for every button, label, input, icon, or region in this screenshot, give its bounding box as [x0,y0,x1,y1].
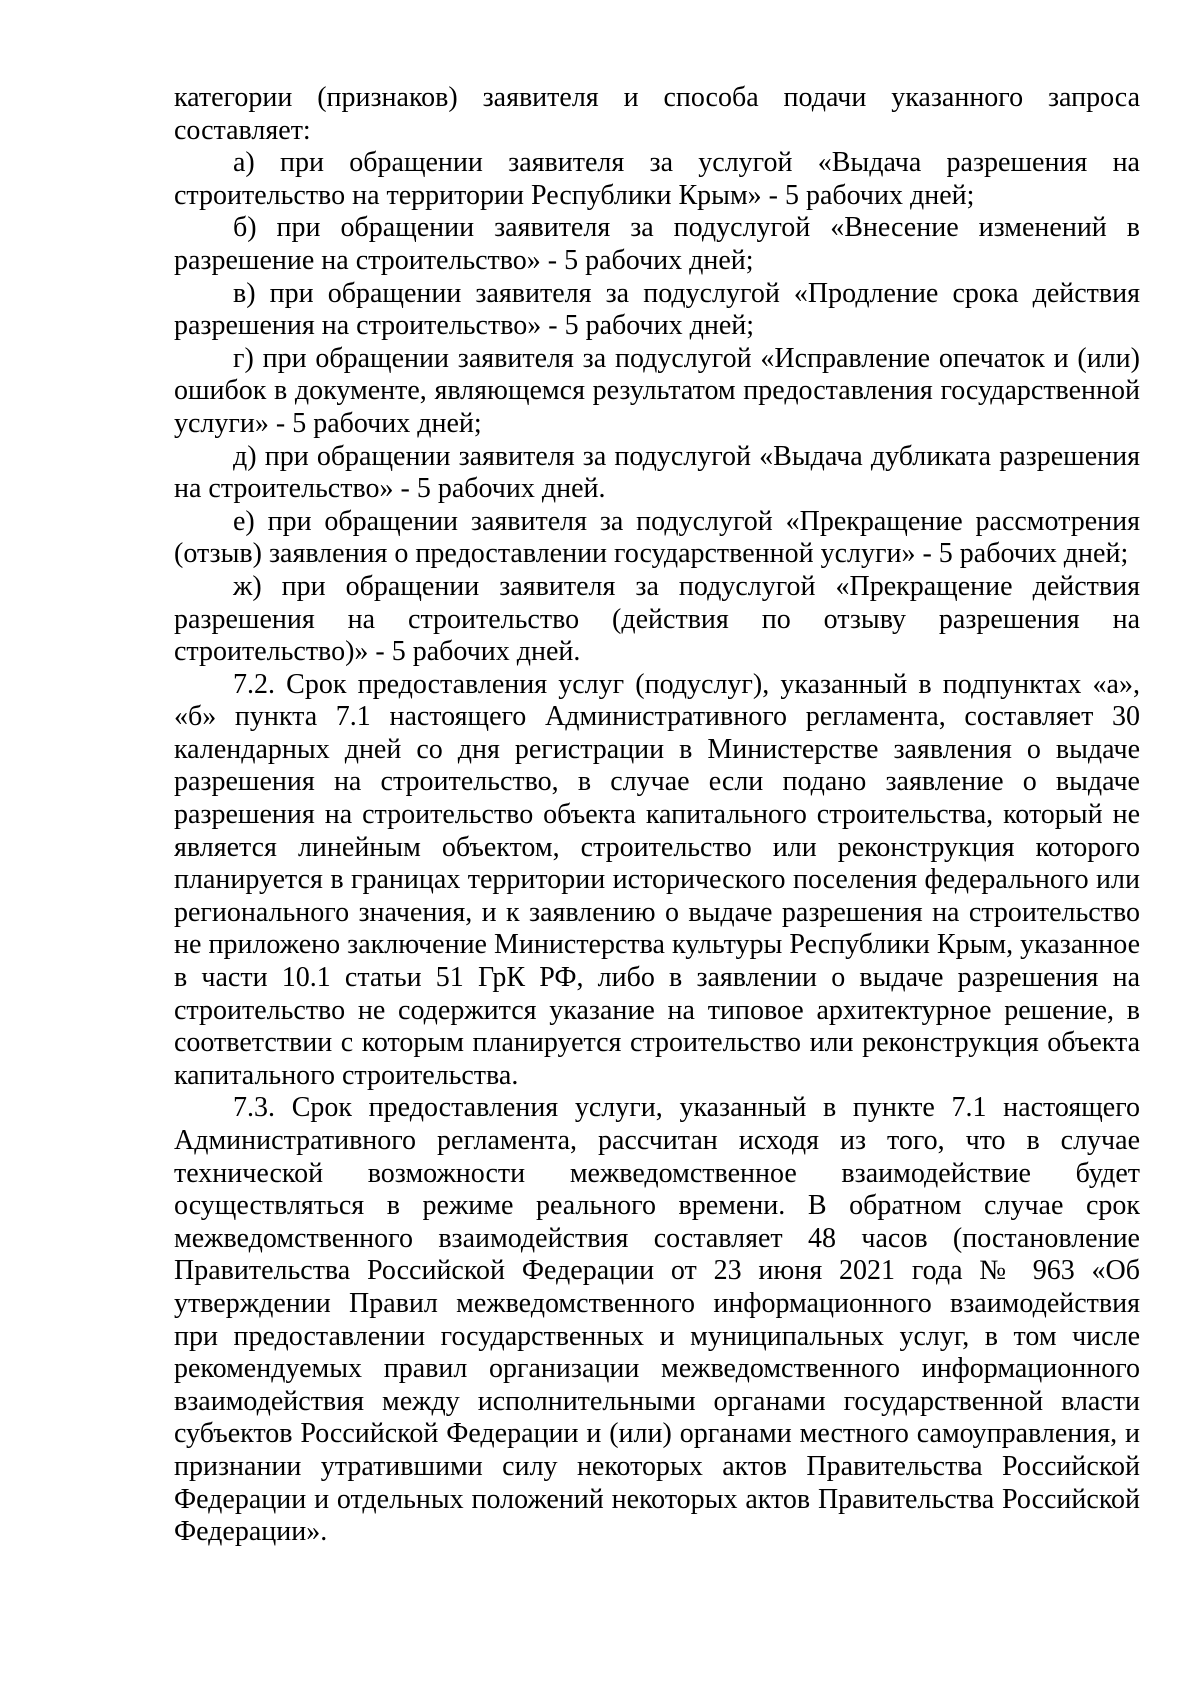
paragraph-item-v: в) при обращении заявителя за подуслугой «Продление срока действия разрешения на строительство» - 5 рабочих дней; [174,277,1140,342]
paragraph-section-7-2: 7.2. Срок предоставления услуг (подуслуг), указанный в подпунктах «а», «б» пункта 7.1 настоящего Административного регламента, составляет 30 календарных дней со дня регистрации в Министерстве заявления о выдаче разрешения на строительство, в случае если подано заявление о выдаче разрешения на строительство объекта капитального строительства, который не является линейным объектом, строительство или реконструкция которого планируется в границах территории исторического поселения федерального или регионального значения, и к заявлению о выдаче разрешения на строительство не приложено заключение Министерства культуры Республики Крым, указанное в части 10.1 статьи 51 ГрК РФ, либо в заявлении о выдаче разрешения на строительство не содержится указание на типовое архитектурное решение, в соответствии с которым планируется строительство или реконструкция объекта капитального строительства. [174,668,1140,1091]
paragraph-item-d: д) при обращении заявителя за подуслугой «Выдача дубликата разрешения на строительство» - 5 рабочих дней. [174,440,1140,505]
paragraph-item-zh: ж) при обращении заявителя за подуслугой «Прекращение действия разрешения на строительство (действия по отзыву разрешения на строительство)» - 5 рабочих дней. [174,570,1140,668]
paragraph-item-e: е) при обращении заявителя за подуслугой «Прекращение рассмотрения (отзыв) заявления о предоставлении государственной услуги» - 5 рабочих дней; [174,505,1140,570]
paragraph-item-a: а) при обращении заявителя за услугой «Выдача разрешения на строительство на территории Республики Крым» - 5 рабочих дней; [174,147,1140,211]
paragraph-section-7-3: 7.3. Срок предоставления услуги, указанный в пункте 7.1 настоящего Административного регламента, рассчитан исходя из того, что в случае технической возможности межведомственное взаимодействие будет осуществляться в режиме реального времени. В обратном случае срок межведомственного взаимодействия составляет 48 часов (постановление Правительства Российской Федерации от 23 июня 2021 года № 963 «Об утверждении Правил межведомственного информационного взаимодействия при предоставлении государственных и муниципальных услуг, в том числе рекомендуемых правил организации межведомственного информационного взаимодействия между исполнительными органами государственной власти субъектов Российской Федерации и (или) органами местного самоуправления, и признании утратившими силу некоторых актов Правительства Российской Федерации и отдельных положений некоторых актов Правительства Российской Федерации». [174,1092,1140,1548]
paragraph-item-g: г) при обращении заявителя за подуслугой «Исправление опечаток и (или) ошибок в документе, являющемся результатом предоставления государственной услуги» - 5 рабочих дней; [174,342,1140,439]
paragraph-item-b: б) при обращении заявителя за подуслугой «Внесение изменений в разрешение на строительство» - 5 рабочих дней; [174,212,1140,276]
document-body [174,82,1140,1549]
paragraph-continuation: категории (признаков) заявителя и способа подачи указанного запроса составляет: [174,82,1140,146]
